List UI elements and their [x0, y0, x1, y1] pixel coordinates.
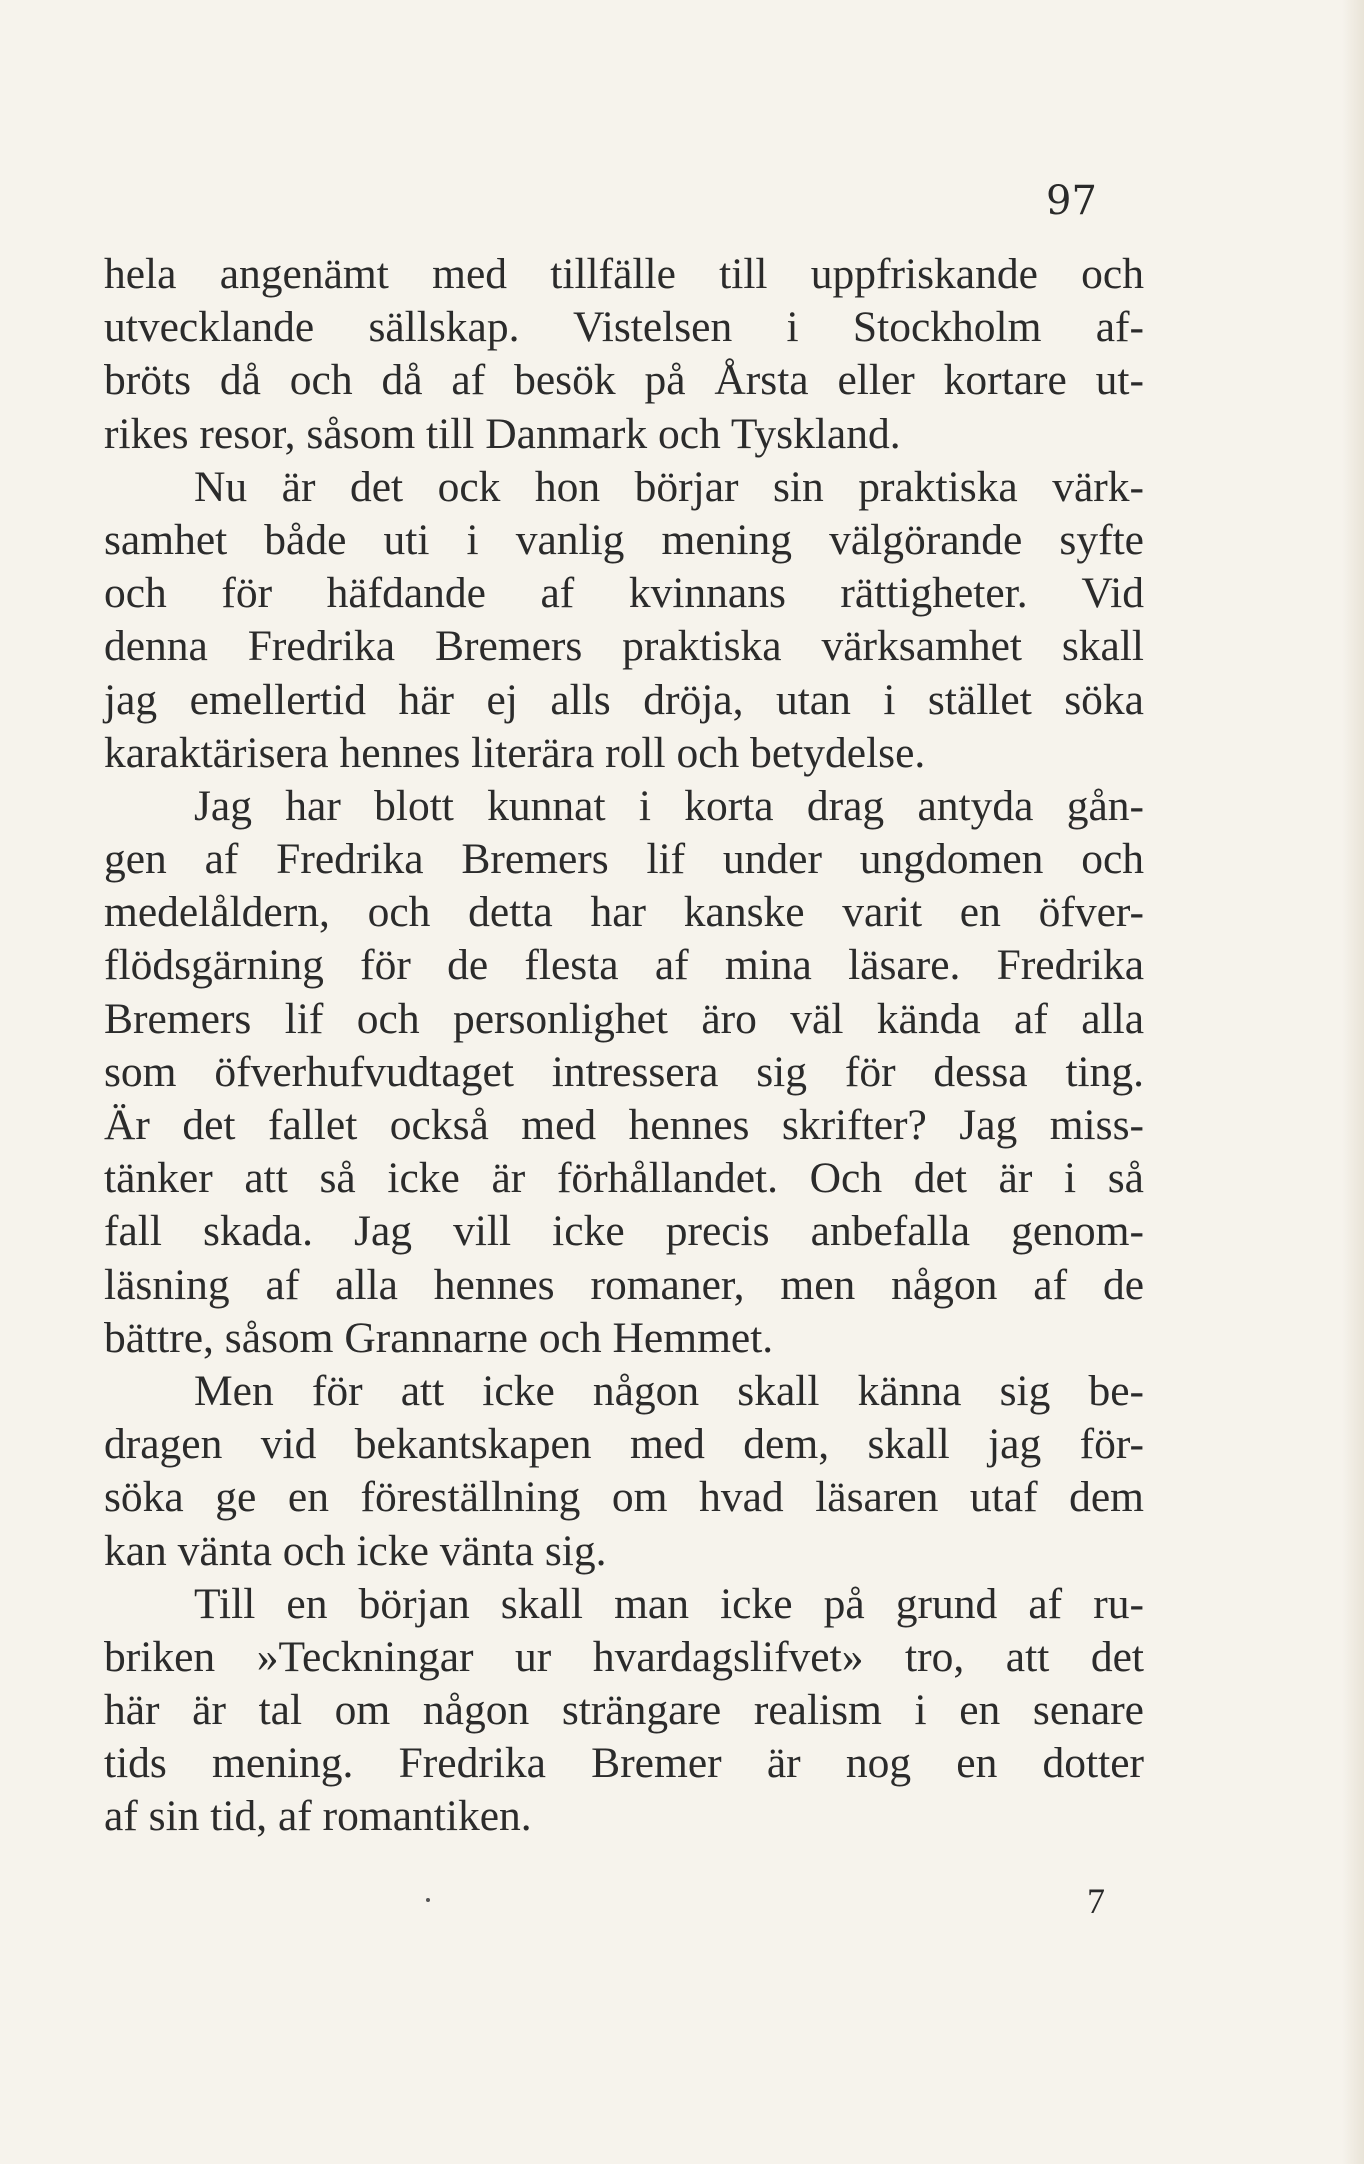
text-line: rikes resor, såsom till Danmark och Tyskland. — [104, 409, 901, 458]
text-line: som öfverhufvudtaget intressera sig för dessa ting. — [104, 1047, 1144, 1096]
body-text — [104, 248, 1144, 1844]
text-line: af sin tid, af romantiken. — [104, 1792, 532, 1841]
text-line: tids mening. Fredrika Bremer är nog en dotter — [104, 1739, 1144, 1788]
text-line: samhet både uti i vanlig mening välgörande syfte — [104, 515, 1144, 564]
text-line: medelåldern, och detta har kanske varit en öfver- — [104, 888, 1144, 937]
text-line: karaktärisera hennes literära roll och betydelse. — [104, 728, 926, 777]
text-line: hela angenämt med tillfälle till uppfriskande och — [104, 250, 1144, 298]
text-line: jag emellertid här ej alls dröja, utan i stället söka — [104, 675, 1144, 724]
text-line: och för häfdande af kvinnans rättigheter. Vid — [104, 569, 1144, 618]
text-line: fall skada. Jag vill icke precis anbefalla genom- — [104, 1207, 1144, 1256]
text-line: söka ge en föreställning om hvad läsaren utaf dem — [104, 1473, 1144, 1522]
text-line: läsning af alla hennes romaner, men någon af de — [104, 1260, 1144, 1309]
ink-speck — [426, 1898, 430, 1902]
signature-mark: 7 — [1087, 1881, 1105, 1921]
text-line: gen af Fredrika Bremers lif under ungdomen och — [104, 835, 1144, 884]
page-edge — [1342, 0, 1364, 2164]
text-line: kan vänta och icke vänta sig. — [104, 1526, 607, 1575]
text-line: dragen vid bekantskapen med dem, skall jag för- — [104, 1420, 1144, 1469]
text-line: Jag har blott kunnat i korta drag antyda gån- — [194, 781, 1144, 830]
text-line: bröts då och då af besök på Årsta eller kortare ut- — [104, 356, 1144, 405]
text-line: Bremers lif och personlighet äro väl kända af alla — [104, 994, 1144, 1043]
text-line: här är tal om någon strängare realism i en senare — [104, 1686, 1144, 1735]
text-line: Till en början skall man icke på grund af ru- — [194, 1579, 1144, 1628]
text-line: briken »Teckningar ur hvardagslifvet» tro, att det — [104, 1632, 1144, 1681]
text-line: utvecklande sällskap. Vistelsen i Stockholm af- — [104, 303, 1144, 352]
page-number: 97 — [1046, 178, 1097, 224]
text-line: denna Fredrika Bremers praktiska värksamhet skall — [104, 622, 1144, 671]
text-line: Men för att icke någon skall känna sig be- — [194, 1366, 1144, 1415]
text-line: bättre, såsom Grannarne och Hemmet. — [104, 1313, 774, 1362]
text-line: flödsgärning för de flesta af mina läsare. Fredrika — [104, 941, 1144, 990]
text-line: Är det fallet också med hennes skrifter? Jag miss- — [104, 1101, 1144, 1149]
text-line: tänker att så icke är förhållandet. Och det är i så — [104, 1154, 1144, 1203]
text-line: Nu är det ock hon börjar sin praktiska värk- — [194, 462, 1144, 511]
